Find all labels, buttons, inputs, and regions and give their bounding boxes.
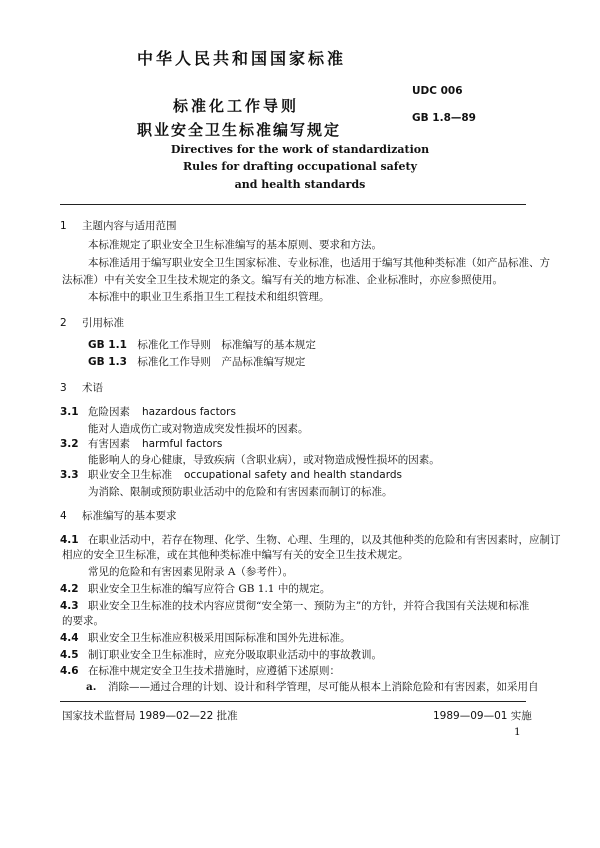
section-1-para-2-line1: 本标准适用于编写职业安全卫生国家标准、专业标准，也适用于编写其他种类标准（如产品标准、方 — [88, 257, 550, 269]
section-1-para-2-line2: 法标准）中有关安全卫生技术规定的条文。编写有关的地方标准、企业标准时，亦应参照使用。 — [62, 274, 503, 286]
section-1-para-1: 本标准规定了职业安全卫生标准编写的基本原则、要求和方法。 — [88, 239, 382, 251]
term-3-2: 3.2 有害因素 harmful factors — [60, 438, 223, 450]
title-cn-line2: 职业安全卫生标准编写规定 — [137, 121, 342, 139]
clause-4-1-line2: 相应的安全卫生标准，或在其他种类标准中编写有关的安全卫生技术规定。 — [62, 549, 409, 561]
udc-number: UDC 006 — [412, 85, 463, 97]
issuing-authority-title: 中华人民共和国国家标准 — [137, 49, 347, 68]
section-3-heading: 3 术语 — [60, 382, 103, 394]
title-en-line2: Rules for drafting occupational safety — [183, 160, 417, 173]
header-divider — [60, 204, 526, 205]
clause-4-1: 4.1 在职业活动中，若存在物理、化学、生物、心理、生理的，以及其他种类的危险和有害因素时，应制订 — [60, 534, 561, 546]
term-3-2-definition: 能影响人的身心健康，导致疾病（含职业病），或对物造成慢性损坏的因素。 — [88, 454, 440, 466]
term-3-1-definition: 能对人造成伤亡或对物造成突发性损坏的因素。 — [88, 423, 309, 435]
page-number: 1 — [514, 726, 521, 738]
clause-4-1-line3: 常见的危险和有害因素见附录 A（参考件）。 — [88, 566, 294, 578]
clause-4-6-item-a: a. 消除——通过合理的计划、设计和科学管理，尽可能从根本上消除危险和有害因素，如采用自 — [86, 681, 539, 693]
section-1-para-3: 本标准中的职业卫生系指卫生工程技术和组织管理。 — [88, 291, 330, 303]
term-3-3: 3.3 职业安全卫生标准 occupational safety and health standards — [60, 469, 402, 481]
implementation-date: 1989—09—01 实施 — [433, 710, 532, 722]
title-en-line1: Directives for the work of standardization — [170, 143, 430, 156]
approval-date: 国家技术监督局 1989—02—22 批准 — [62, 710, 238, 722]
section-4-heading: 4 标准编写的基本要求 — [60, 510, 177, 522]
title-cn-line1: 标准化工作导则 — [173, 97, 300, 115]
clause-4-3-line2: 的要求。 — [62, 615, 104, 627]
standard-code: GB 1.8—89 — [412, 112, 476, 124]
clause-4-2: 4.2 职业安全卫生标准的编写应符合 GB 1.1 中的规定。 — [60, 583, 331, 595]
clause-4-4: 4.4 职业安全卫生标准应积极采用国际标准和国外先进标准。 — [60, 632, 351, 644]
term-3-1: 3.1 危险因素 hazardous factors — [60, 406, 236, 418]
term-3-3-definition: 为消除、限制或预防职业活动中的危险和有害因素而制订的标准。 — [88, 486, 393, 498]
clause-4-3: 4.3 职业安全卫生标准的技术内容应贯彻“安全第一、预防为主”的方针，并符合我国有关法规和标准 — [60, 600, 530, 612]
clause-4-6: 4.6 在标准中规定安全卫生技术措施时，应遵循下述原则： — [60, 665, 340, 677]
clause-4-5: 4.5 制订职业安全卫生标准时，应充分吸取职业活动中的事故教训。 — [60, 649, 382, 661]
reference-gb-1-3: GB 1.3 标准化工作导则 产品标准编写规定 — [88, 356, 306, 368]
reference-gb-1-1: GB 1.1 标准化工作导则 标准编写的基本规定 — [88, 339, 316, 351]
title-en-line3: and health standards — [234, 178, 366, 191]
section-1-heading: 1 主题内容与适用范围 — [60, 220, 177, 232]
section-2-heading: 2 引用标准 — [60, 317, 124, 329]
footer-divider — [60, 701, 526, 702]
